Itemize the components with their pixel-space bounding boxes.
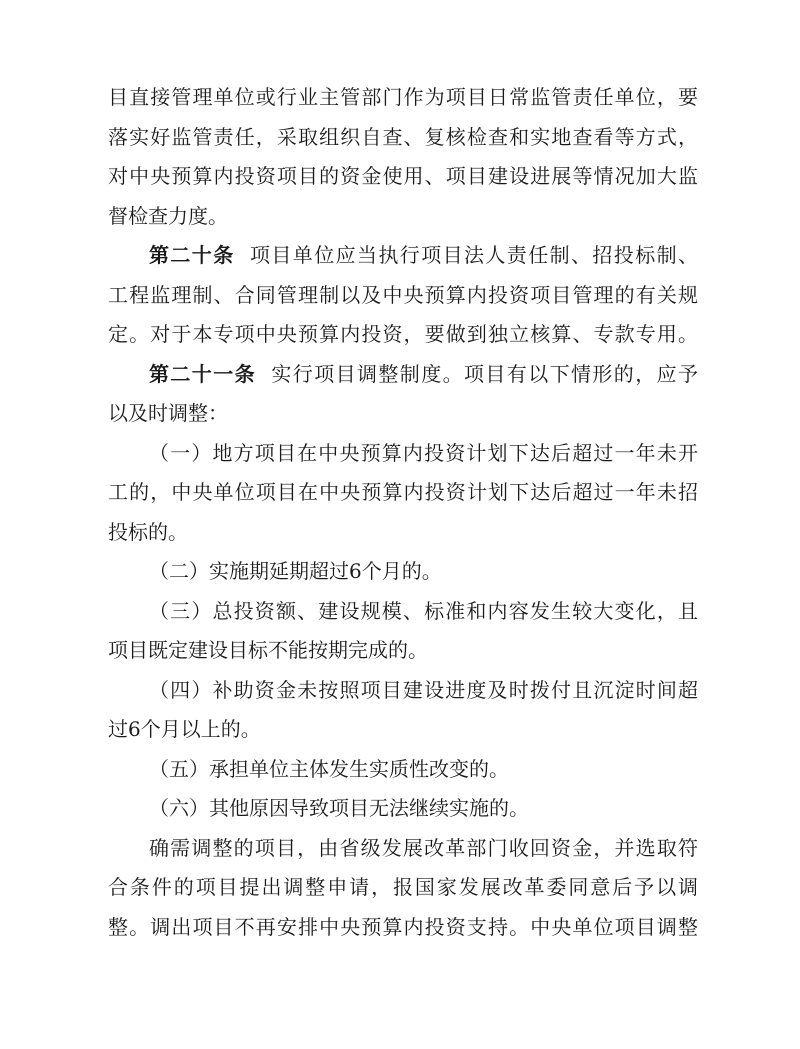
list-item-line: （三）总投资额、建设规模、标准和内容发生较大变化，且 [149, 598, 698, 623]
text-line: 督检查力度。 [108, 203, 228, 228]
article-heading: 第二十条 [149, 243, 235, 267]
text-line: 定。对于本专项中央预算内投资，要做到独立核算、专款专用。 [108, 322, 698, 346]
body-text [108, 78, 698, 947]
list-item-line: （二）实施期延期超过6个月的。 [149, 559, 442, 583]
paragraph-start-line: 确需调整的项目，由省级发展改革部门收回资金，并选取符 [149, 835, 698, 860]
list-item-line: （五）承担单位主体发生实质性改变的。 [149, 756, 509, 781]
list-item-line: （四）补助资金未按照项目建设进度及时拨付且沉淀时间超 [149, 677, 698, 702]
text-line: 投标的。 [108, 519, 188, 544]
text-line: 过6个月以上的。 [108, 717, 261, 741]
list-item-line: （一）地方项目在中央预算内投资计划下达后超过一年未开 [149, 440, 698, 465]
text-line: 工程监理制、合同管理制以及中央预算内投资项目管理的有关规 [108, 282, 698, 307]
article-heading: 第二十一条 [149, 361, 256, 386]
article-21-line: 第二十一条 实行项目调整制度。项目有以下情形的，应予 [149, 361, 698, 386]
article-20-line: 第二十条 项目单位应当执行项目法人责任制、招投标制、 [149, 243, 698, 267]
text-line: 项目既定建设目标不能按期完成的。 [108, 638, 428, 662]
text-line: 落实好监管责任，采取组织自查、复核检查和实地查看等方式， [108, 124, 698, 149]
text-line: 对中央预算内投资项目的资金使用、项目建设进展等情况加大监 [108, 164, 698, 188]
text-line: 目直接管理单位或行业主管部门作为项目日常监管责任单位，要 [108, 85, 698, 109]
text-line: 整。调出项目不再安排中央预算内投资支持。中央单位项目调整 [108, 914, 698, 939]
text-line: 工的，中央单位项目在中央预算内投资计划下达后超过一年未招 [108, 480, 698, 504]
text-line: 合条件的项目提出调整申请，报国家发展改革委同意后予以调 [108, 875, 698, 899]
list-item-line: （六）其他原因导致项目无法继续实施的。 [149, 796, 529, 820]
text-line: 以及时调整： [108, 401, 228, 425]
